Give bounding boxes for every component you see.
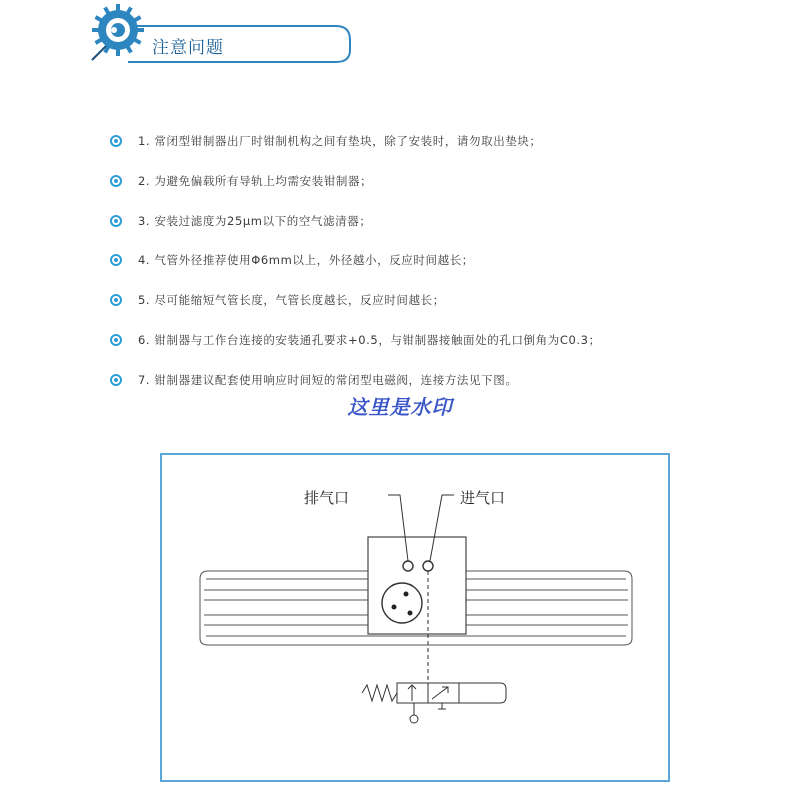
- list-item: [110, 168, 710, 194]
- page-title: 注意问题: [152, 38, 224, 58]
- bullet-icon: [110, 334, 122, 346]
- note-text: 1. 常闭型钳制器出厂时钳制机构之间有垫块，除了安装时，请勿取出垫块；: [138, 134, 542, 148]
- note-text: 6. 钳制器与工作台连接的安装通孔要求+0.5，与钳制器接触面处的孔口倒角为C0.3；: [138, 332, 601, 347]
- notes-list: [110, 128, 710, 407]
- list-item: [110, 128, 710, 154]
- note-text: 2. 为避免偏载所有导轨上均需安装钳制器；: [138, 173, 373, 188]
- list-item: [110, 367, 710, 393]
- list-item: [110, 287, 710, 313]
- list-item: [110, 327, 710, 353]
- list-item: [110, 208, 710, 234]
- bullet-icon: [110, 135, 122, 147]
- bullet-icon: [110, 294, 122, 306]
- intake-port: [423, 561, 433, 571]
- note-text: 3. 安装过滤度为25μm以下的空气滤清器；: [138, 213, 372, 228]
- bullet-icon: [110, 215, 122, 227]
- intake-port-label: 进气口: [460, 489, 506, 507]
- bullet-icon: [110, 254, 122, 266]
- note-text: 7. 钳制器建议配套使用响应时间短的常闭型电磁阀，连接方法见下图。: [138, 372, 518, 387]
- bullet-icon: [110, 374, 122, 386]
- diagram-graphic: [160, 453, 670, 783]
- note-text: 5. 尽可能缩短气管长度，气管长度越长，反应时间越长；: [138, 293, 445, 308]
- clamp-block: [368, 537, 466, 634]
- watermark: 这里是水印: [347, 395, 453, 419]
- section-header: [88, 0, 358, 80]
- note-text: 4. 气管外径推荐使用Φ6mm以上，外径越小，反应时间越长；: [138, 253, 474, 268]
- exhaust-port-label: 排气口: [304, 489, 350, 507]
- exhaust-port: [403, 561, 413, 571]
- list-item: [110, 247, 710, 273]
- connection-diagram: [160, 453, 670, 783]
- gear-icon: [92, 4, 144, 60]
- cover-plate: [382, 583, 422, 623]
- bullet-icon: [110, 175, 122, 187]
